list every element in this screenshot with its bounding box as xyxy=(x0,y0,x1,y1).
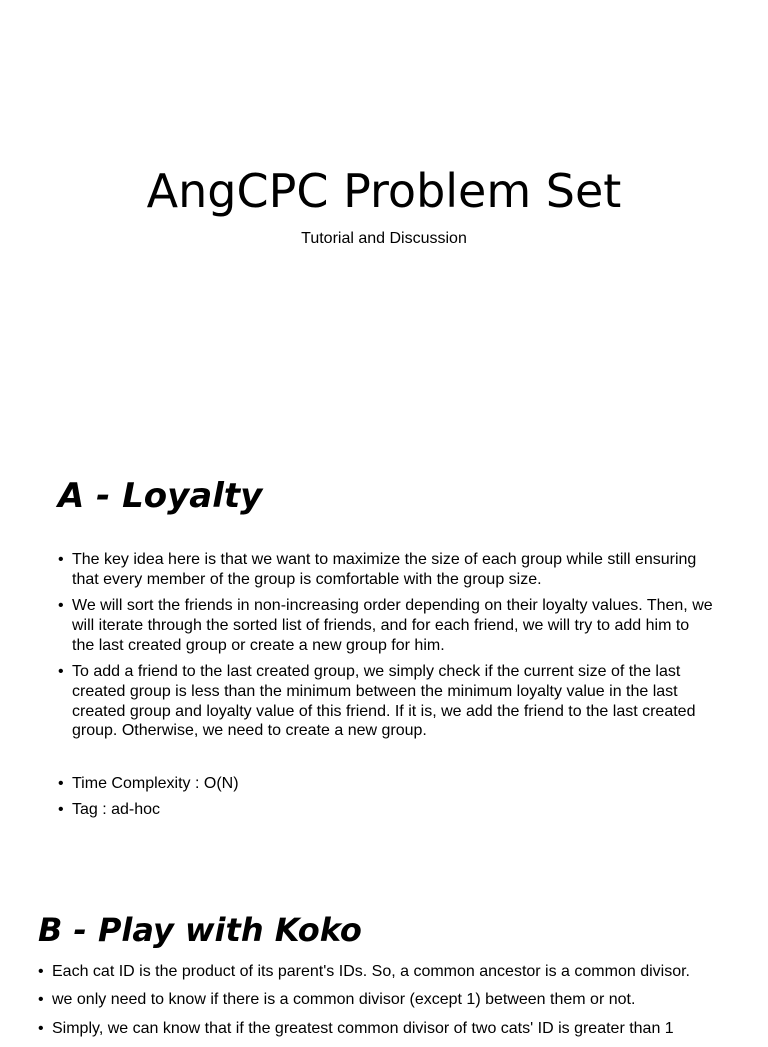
section-heading-b: B - Play with Koko xyxy=(38,911,362,949)
bullet-item: • The key idea here is that we want to maximize the size of each group while still ensuring that every member of the group is comfortable with the group size. xyxy=(58,550,713,590)
bullet-item: • Each cat ID is the product of its parent's IDs. So, a common ancestor is a common divisor. xyxy=(38,962,758,982)
slide-title: AngCPC Problem Set xyxy=(146,164,622,218)
tag-item: • Tag : ad-hoc xyxy=(58,800,713,820)
slide-subtitle: Tutorial and Discussion xyxy=(301,230,467,247)
bullet-list-a-meta xyxy=(58,774,713,827)
bullet-list-b-points xyxy=(38,962,758,1047)
bullet-item: • We will sort the friends in non-increasing order depending on their loyalty values. Then, we will iterate through the sorted list of friends, and for each friend, we will try to add him to the last created group or create a new group for him. xyxy=(58,596,713,655)
bullet-list-a-points xyxy=(58,550,713,748)
time-complexity-item: • Time Complexity : O(N) xyxy=(58,774,713,794)
section-heading-a: A - Loyalty xyxy=(58,476,263,516)
bullet-item: • Simply, we can know that if the greatest common divisor of two cats' ID is greater than 1 xyxy=(38,1019,758,1039)
bullet-item: • we only need to know if there is a common divisor (except 1) between them or not. xyxy=(38,990,758,1010)
bullet-item: • To add a friend to the last created group, we simply check if the current size of the last created group is less than the minimum between the minimum loyalty value in the last created group and loyalty value of this friend. If it is, we add the friend to the last created group. Otherwise, we need to create a new group. xyxy=(58,662,713,741)
